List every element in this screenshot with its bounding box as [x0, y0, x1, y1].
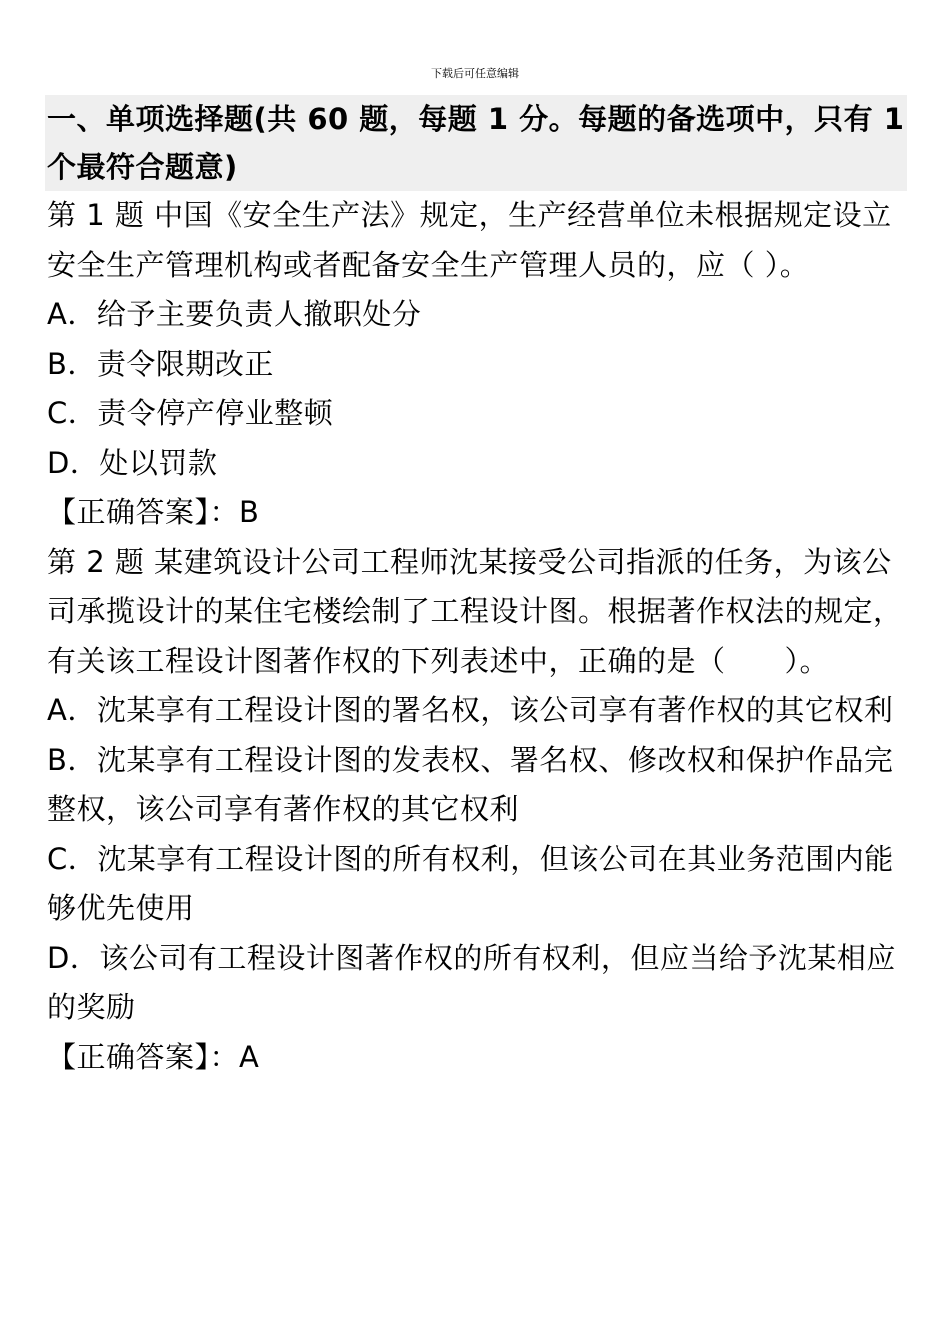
option-b: B．沈某享有工程设计图的发表权、署名权、修改权和保护作品完整权，该公司享有著作权的其它权利	[47, 742, 894, 826]
document-body	[45, 95, 907, 1082]
option-d: D．处以罚款	[47, 445, 218, 480]
option-b: B．责令限期改正	[47, 346, 274, 381]
question-stem: 第 1 题 中国《安全生产法》规定，生产经营单位未根据规定设立安全生产管理机构或者配备安全生产管理人员的，应（ ）。	[47, 198, 892, 282]
section-title: 一、单项选择题(共 60 题，每题 1 分。每题的备选项中，只有 1 个最符合题意)	[45, 95, 907, 191]
question-1	[45, 191, 907, 538]
page-header-note: 下载后可任意编辑	[431, 67, 519, 80]
option-d: D．该公司有工程设计图著作权的所有权利，但应当给予沈某相应的奖励	[47, 940, 896, 1024]
correct-answer: 【正确答案】：A	[47, 1039, 260, 1074]
question-stem: 第 2 题 某建筑设计公司工程师沈某接受公司指派的任务，为该公司承揽设计的某住宅楼绘制了工程设计图。根据著作权法的规定，有关该工程设计图著作权的下列表述中，正确的是（ ）。	[47, 544, 903, 678]
option-a: A．给予主要负责人撤职处分	[47, 297, 422, 331]
option-a: A．沈某享有工程设计图的署名权，该公司享有著作权的其它权利	[47, 693, 894, 727]
correct-answer: 【正确答案】：B	[47, 495, 260, 529]
question-2	[45, 538, 907, 1083]
option-c: C．责令停产停业整顿	[47, 396, 334, 430]
option-c: C．沈某享有工程设计图的所有权利，但该公司在其业务范围内能够优先使用	[47, 841, 894, 925]
